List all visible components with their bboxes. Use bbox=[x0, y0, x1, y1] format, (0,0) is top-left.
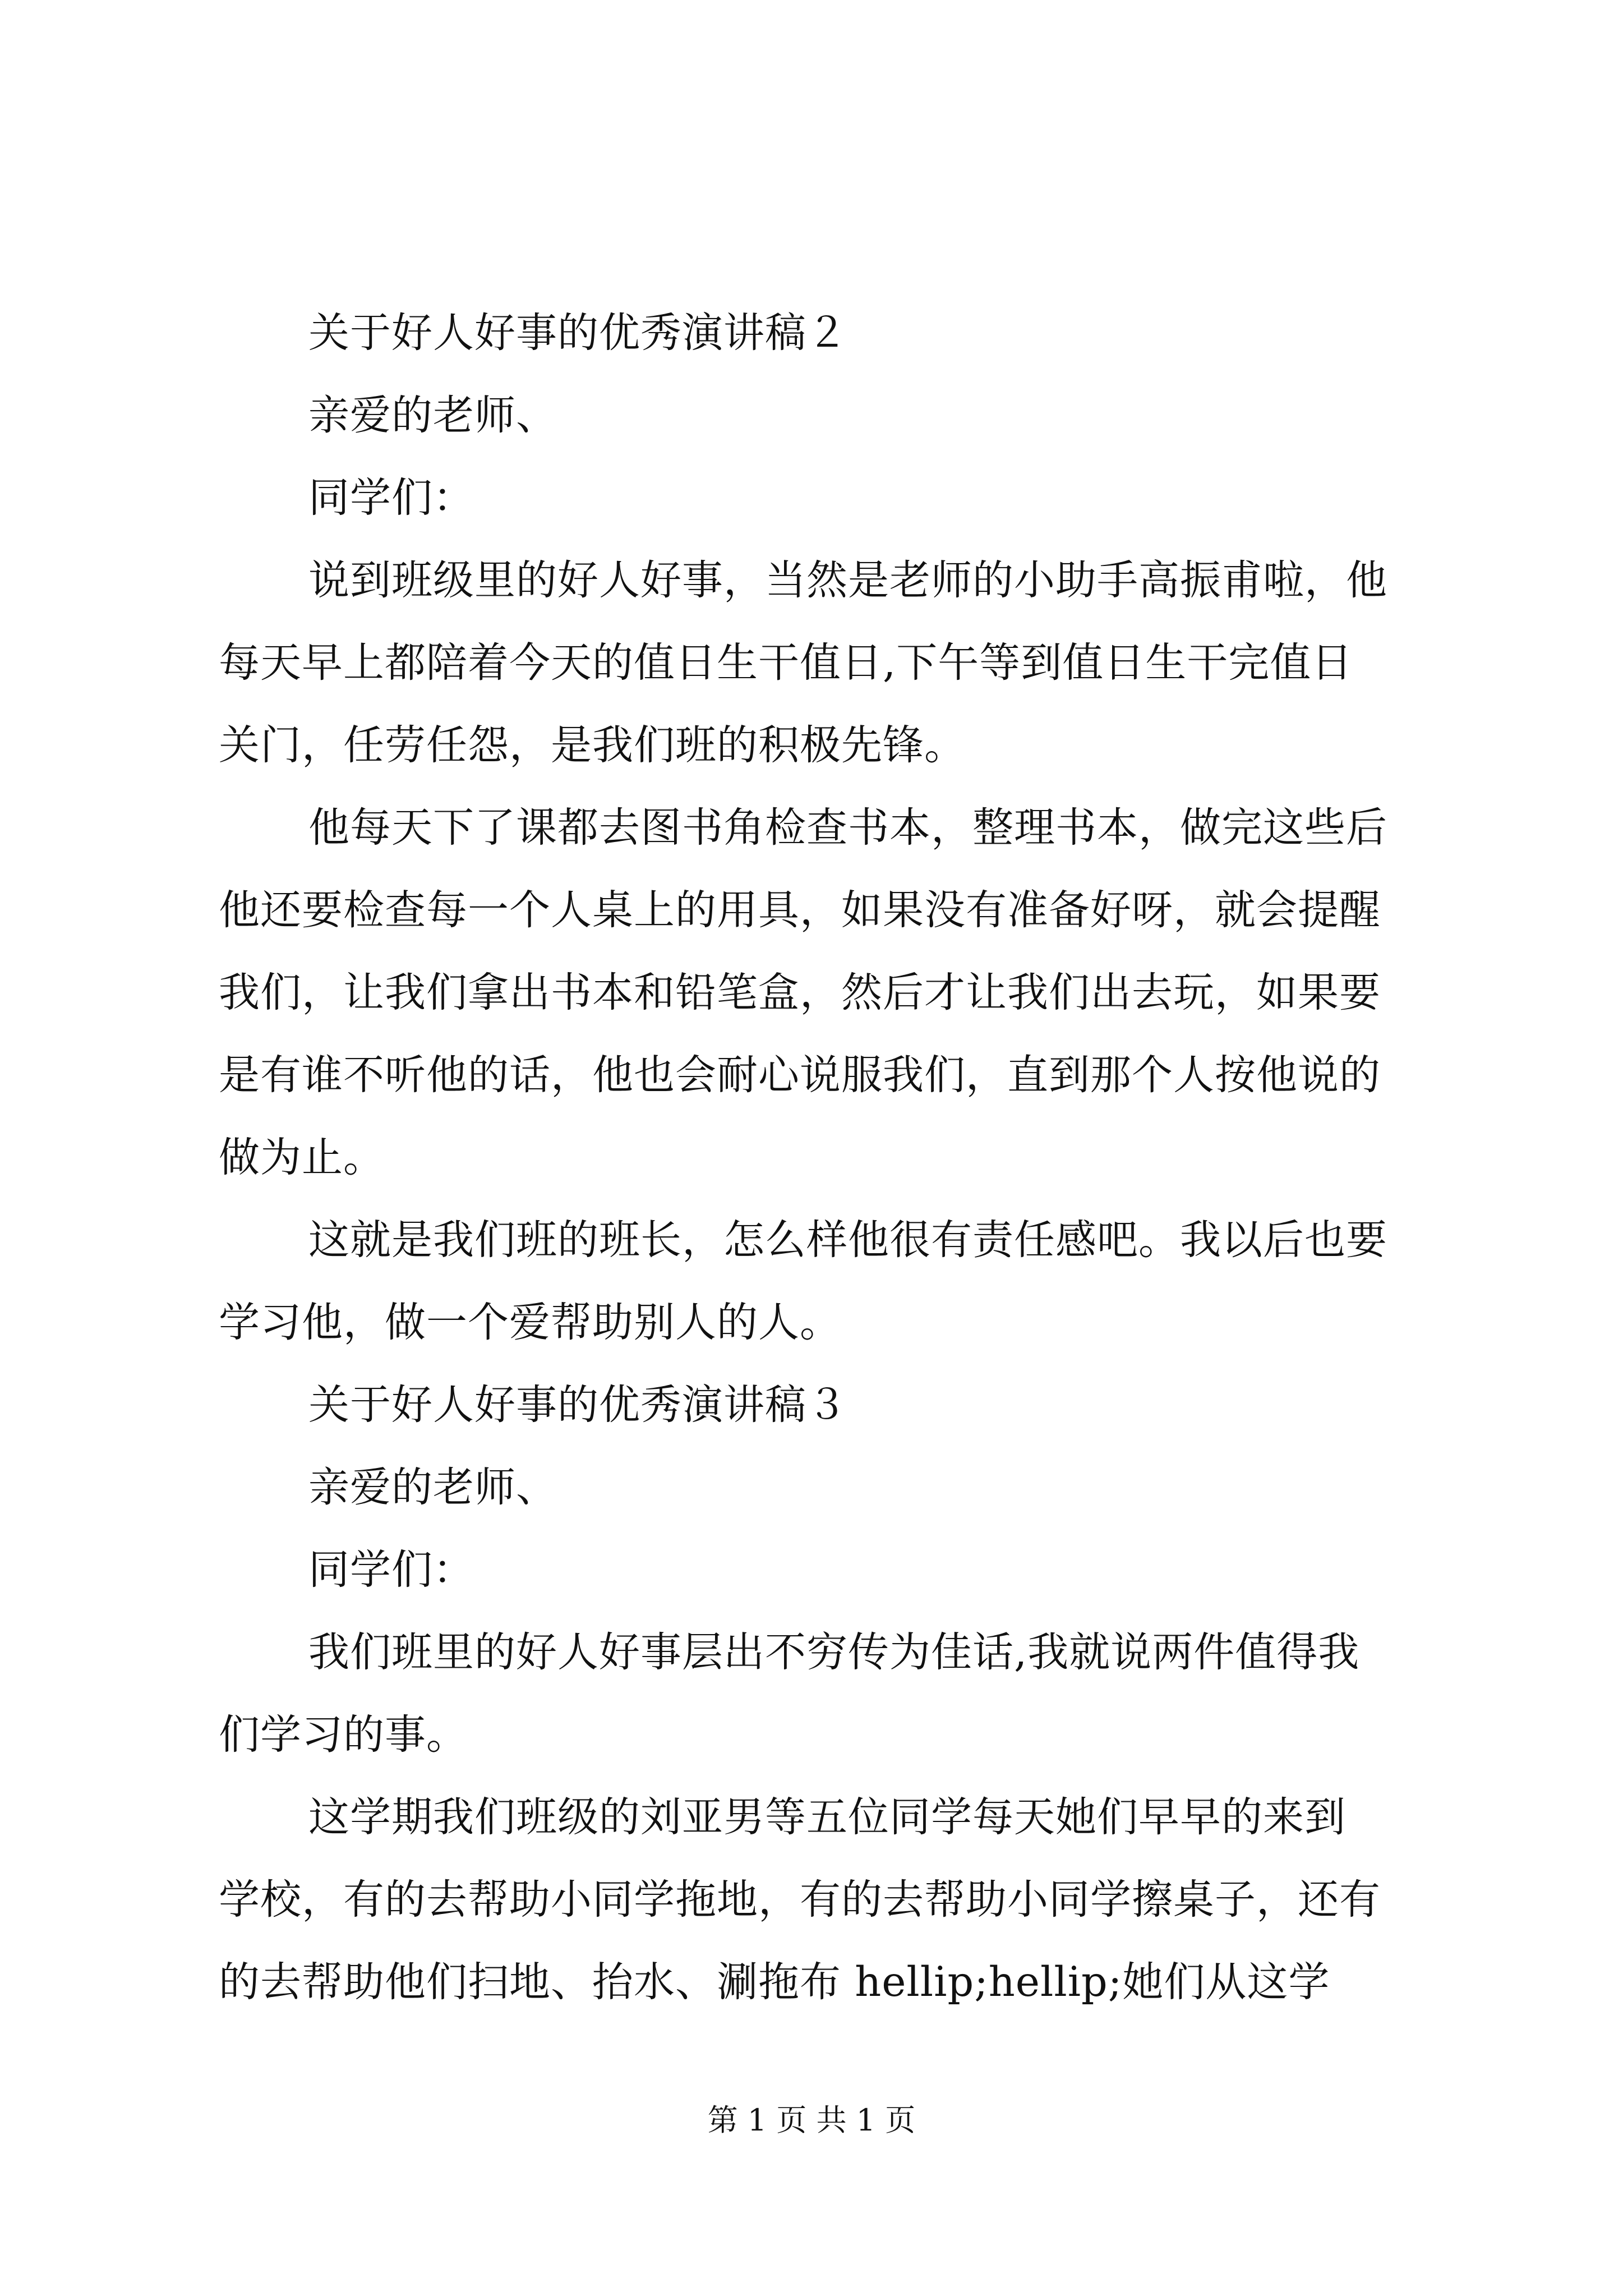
body-text-line: 我们，让我们拿出书本和铅笔盒，然后才让我们出去玩，如果要 bbox=[219, 969, 1381, 1016]
body-text-line: 学校，有的去帮助小同学拖地，有的去帮助小同学擦桌子，还有 bbox=[219, 1876, 1381, 1924]
section-heading: 关于好人好事的优秀演讲稿３ bbox=[308, 1381, 848, 1429]
body-text-line: 说到班级里的好人好事，当然是老师的小助手高振甫啦，他 bbox=[308, 556, 1387, 604]
salutation-line: 亲爱的老师、 bbox=[308, 1464, 557, 1511]
body-text-line: 每天早上都陪着今天的值日生干值日,下午等到值日生干完值日 bbox=[219, 639, 1353, 687]
body-text-line: 他还要检查每一个人桌上的用具，如果没有准备好呀，就会提醒 bbox=[219, 886, 1381, 934]
body-text-line: 做为止。 bbox=[219, 1134, 385, 1181]
body-text-line: 学习他，做一个爱帮助别人的人。 bbox=[219, 1299, 841, 1346]
body-text-line: 这就是我们班的班长，怎么样他很有责任感吧。我以后也要 bbox=[308, 1216, 1387, 1264]
body-text-line: 他每天下了课都去图书角检查书本，整理书本，做完这些后 bbox=[308, 804, 1387, 852]
salutation-line: 同学们： bbox=[308, 474, 474, 522]
page-footer: 第 1 页 共 1 页 bbox=[707, 2102, 916, 2138]
document-body bbox=[219, 292, 1424, 2023]
body-text-line: 是有谁不听他的话，他也会耐心说服我们，直到那个人按他说的 bbox=[219, 1051, 1381, 1099]
body-text-line: 们学习的事。 bbox=[219, 1711, 468, 1759]
section-heading: 关于好人好事的优秀演讲稿２ bbox=[308, 309, 848, 357]
body-text-line: 的去帮助他们扫地、抬水、涮拖布 hellip;hellip;她们从这学 bbox=[219, 1958, 1330, 2006]
body-text-line: 这学期我们班级的刘亚男等五位同学每天她们早早的来到 bbox=[308, 1793, 1346, 1841]
salutation-line: 同学们： bbox=[308, 1546, 474, 1594]
body-text-line: 我们班里的好人好事层出不穷传为佳话,我就说两件值得我 bbox=[308, 1628, 1360, 1676]
body-text-line: 关门，任劳任怨，是我们班的积极先锋。 bbox=[219, 721, 966, 769]
salutation-line: 亲爱的老师、 bbox=[308, 392, 557, 439]
